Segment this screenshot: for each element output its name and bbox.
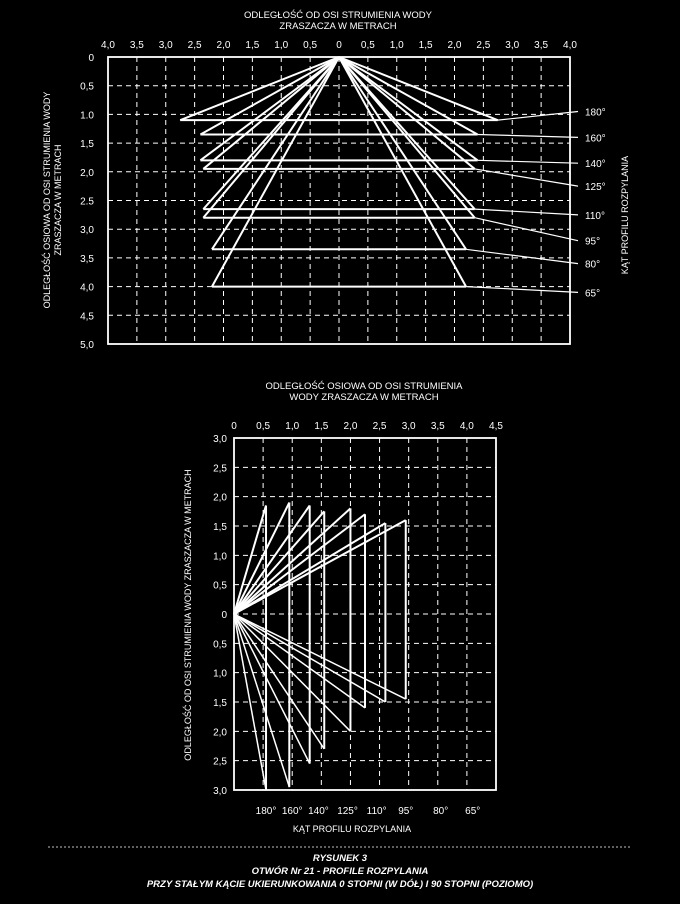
top-y-tick-label: 4,0 [80, 282, 94, 294]
bottom-angle-label: 180° [255, 806, 277, 817]
top-x-tick-label: 2,0 [216, 40, 231, 51]
top-x-tick-label: 2,0 [447, 40, 462, 51]
bottom-y-tick-label: 2,5 [213, 463, 227, 475]
top-x-tick-label: 3,0 [505, 40, 520, 51]
bottom-y-tick-label: 3,0 [213, 434, 227, 445]
top-angle-label: 65° [585, 288, 601, 300]
bottom-y-tick-label: 1,0 [213, 668, 227, 680]
bottom-y-tick-label: 0,5 [213, 639, 227, 651]
bottom-chart-y-axis-title: ODLEGŁOŚĆ OD OSI STRUMIENIA WODY ZRASZACZA W METRACH [183, 469, 193, 761]
top-y-tick-label: 3,5 [80, 253, 94, 265]
top-angle-label: 110° [585, 210, 605, 222]
top-y-tick-label: 0,5 [80, 81, 94, 93]
bottom-angle-label: 65° [465, 806, 481, 817]
bottom-y-tick-label: 0,5 [213, 580, 227, 592]
top-x-tick-label: 0 [336, 40, 342, 51]
top-chart-x-tick-labels [101, 40, 577, 51]
top-x-tick-label: 1,5 [245, 40, 260, 51]
top-angle-label: 140° [585, 159, 606, 171]
bottom-x-tick-label: 4,5 [489, 421, 503, 432]
top-chart-y-axis-title-line-1: ODLEGŁOŚĆ OSIOWA OD OSI STRUMIENIA WODY [42, 91, 52, 309]
bottom-x-tick-label: 2,5 [372, 421, 387, 432]
top-x-tick-label: 1,0 [389, 40, 404, 51]
top-x-tick-label: 2,5 [476, 40, 491, 51]
figure-subtitle: OTWÓR Nr 21 - PROFILE ROZPYLANIA [251, 866, 429, 877]
top-x-tick-label: 2,5 [187, 40, 202, 51]
top-angle-label: 80° [585, 259, 601, 271]
bottom-y-tick-label: 2,5 [213, 756, 227, 768]
top-y-tick-label: 3,0 [80, 225, 94, 237]
bottom-y-tick-label: 1,0 [213, 551, 227, 563]
bottom-y-tick-label: 1,5 [213, 698, 227, 709]
bottom-angle-label: 140° [308, 806, 329, 817]
top-x-tick-label: 1,0 [274, 40, 289, 51]
top-chart-right-axis-title: KĄT PROFILU ROZPYLANIA [620, 155, 630, 275]
bottom-x-tick-label: 1,5 [314, 421, 329, 432]
top-y-tick-label: 2.5 [80, 196, 94, 208]
top-angle-label: 180° [585, 107, 606, 119]
bottom-y-tick-label: 1,5 [213, 522, 227, 533]
bottom-y-tick-label: 0 [221, 610, 227, 621]
bottom-chart-title-line-2: WODY ZRASZACZA W METRACH [289, 392, 439, 403]
figure-caption: RYSUNEK 3 [312, 853, 368, 864]
top-x-tick-label: 3,5 [534, 40, 549, 51]
top-x-tick-label: 4,0 [563, 40, 577, 51]
top-y-tick-label: 1.0 [80, 110, 94, 122]
top-x-tick-label: 4,0 [101, 40, 115, 51]
top-x-tick-label: 3,0 [158, 40, 173, 51]
bottom-x-tick-label: 4,0 [459, 421, 474, 432]
bottom-x-tick-label: 1,0 [285, 421, 300, 432]
top-y-tick-label: 1,5 [80, 139, 94, 151]
bottom-y-tick-label: 3,0 [213, 786, 227, 797]
top-y-tick-label: 0 [88, 53, 94, 64]
top-x-tick-label: 3,5 [129, 40, 144, 51]
top-angle-label: 160° [585, 133, 606, 145]
bottom-angle-label: 160° [281, 806, 303, 817]
bottom-chart-angle-labels [256, 806, 481, 817]
top-y-tick-label: 5,0 [80, 340, 94, 351]
bottom-x-tick-label: 0,5 [256, 421, 271, 432]
bottom-chart-x-axis-title: KĄT PROFILU ROZPYLANIA [292, 824, 412, 834]
top-chart-title-line-2: ZRASZACZA W METRACH [279, 21, 397, 32]
top-angle-label: 125° [585, 182, 606, 194]
top-x-tick-label: 0,5 [360, 40, 375, 51]
bottom-y-tick-label: 2,0 [213, 727, 227, 739]
bottom-angle-label: 110° [366, 806, 387, 817]
bottom-angle-label: 125° [337, 806, 358, 817]
bottom-chart-title-line-1: ODLEGŁOŚĆ OSIOWA OD OSI STRUMIENIA [265, 381, 463, 392]
top-x-tick-label: 1,5 [418, 40, 433, 51]
bottom-x-tick-label: 3,5 [430, 421, 445, 432]
bottom-y-tick-label: 2,0 [213, 492, 227, 504]
top-chart-y-axis-title-line-2: ZRASZACZA W METRACH [53, 144, 63, 256]
top-angle-label: 95° [585, 236, 601, 248]
bottom-x-tick-label: 2,0 [343, 421, 358, 432]
bottom-x-tick-label: 0 [231, 421, 237, 432]
top-y-tick-label: 2,0 [80, 167, 94, 179]
bottom-x-tick-label: 3,0 [401, 421, 416, 432]
top-x-tick-label: 0,5 [303, 40, 318, 51]
top-y-tick-label: 4,5 [80, 311, 94, 323]
bottom-angle-label: 95° [398, 806, 414, 817]
top-chart-title-line-1: ODLEGŁOŚĆ OD OSI STRUMIENIA WODY [244, 10, 432, 21]
figure-note: PRZY STAŁYM KĄCIE UKIERUNKOWANIA 0 STOPNI (W DÓŁ) I 90 STOPNI (POZIOMO) [146, 879, 534, 890]
bottom-angle-label: 80° [433, 806, 449, 817]
